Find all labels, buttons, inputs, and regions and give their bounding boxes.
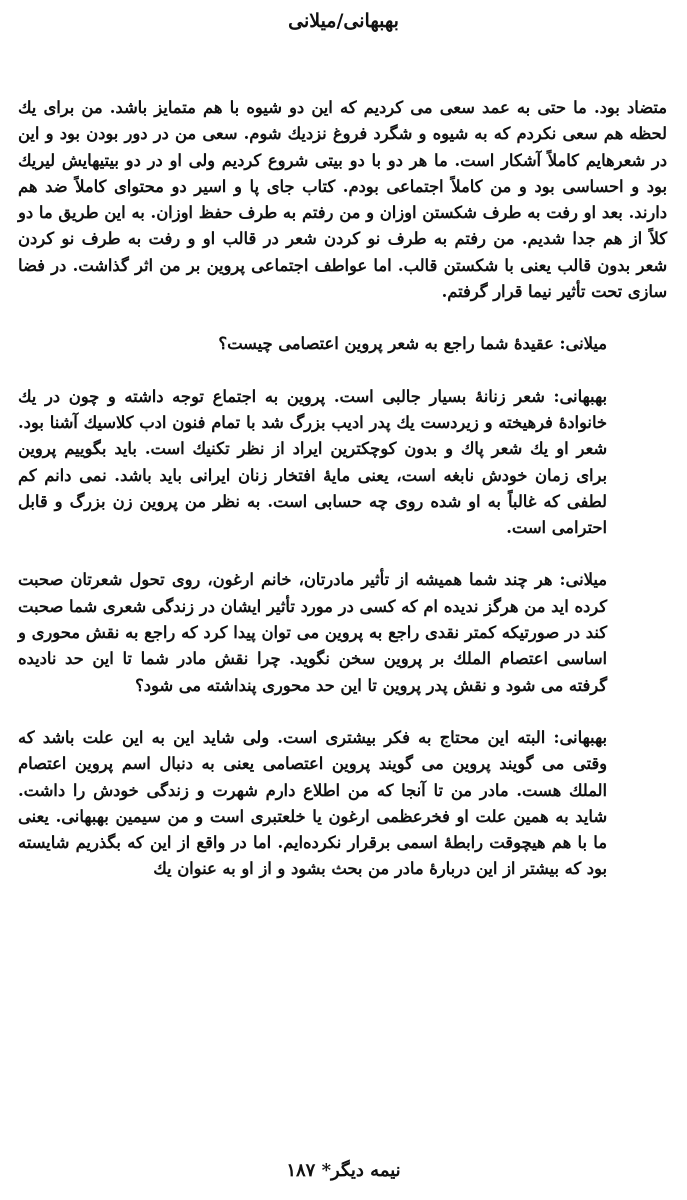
spacer — [18, 541, 667, 567]
question-2: میلانی: هر چند شما همیشه از تأثیر مادرتان، خانم ارغون، روی تحول شعرتان صحبت کرده اید من هرگز ندیده ام که کسی در مورد تأثیر ایشان در زندگی شعری شما صحبت کند در صورتیکه کمتر نقدی راجع به پروین می توان پیدا کرد که راجع به نقش محوری و اساسی اعتصام الملك بر پروین سخن نگوید. چرا نقش مادر شما تا این حد نادیده گرفته می شود و نقش پدر پروین تا این حد محوری پنداشته می شود؟ — [18, 570, 607, 695]
page-footer: نیمه دیگر* ۱۸۷ — [286, 1160, 401, 1181]
paragraph-intro: متضاد بود. ما حتی به عمد سعی می کردیم که این دو شیوه با هم متمایز باشد. من برای یك لحظه هم سعی نکردم که به شیوه و شگرد فروغ نزدیك شوم. سعی من در دور بودن بود و این در شعرهایم کاملاً آشکار است. ما هر دو با دو بیتی شروع کردیم ولی او در دو بیتیهایش لیریك بود و احساسی بود و من کاملاً اجتماعی بودم. کتاب جای پا و اسیر دو محتوای کاملاً ضد هم دارند. بعد او رفت به طرف شکستن اوزان و من رفتم به طرف حفظ اوزان. به این طریق ما دو کلاً از هم جدا شدیم. من رفتم به طرف نو کردن شعر در قالب او و رفت به طرف نو کردن شعر بدون قالب یعنی با شکستن قالب. اما عواطف اجتماعی پروین بر من اثر گذاشت. در فضا سازی تحت تأثیر نیما قرار گرفتم. — [18, 98, 667, 302]
question-1: میلانی: عقیدهٔ شما راجع به شعر پروین اعتصامی چیست؟ — [218, 334, 607, 354]
spacer — [18, 358, 667, 384]
answer-2: بهبهانی: البته این محتاج به فکر بیشتری است. ولی شاید این به این علت باشد که وقتی می گویند پروین می گویند پروین اعتصامی یعنی به دنبال اسم پروین اعتصام الملك هست. مادر من تا آنجا که من اطلاع دارم شهرت و زندگی خودش را داشت. شاید به همین علت او فخرعظمی ارغون یا خلعتبری است و من سیمین بهبهانی. یعنی ما با هم هیچوقت رابطهٔ اسمی برقرار نکرده‌ایم. اما در واقع از این که بگذریم شایسته بود که بیشتر از این دربارهٔ مادر من بحث بشود و از او به عنوان یك — [18, 727, 607, 879]
running-header: بهبهانی/میلانی — [288, 10, 399, 32]
spacer — [18, 305, 667, 331]
spacer — [18, 699, 667, 725]
answer-1: بهبهانی: شعر زنانهٔ بسیار جالبی است. پروین به اجتماع توجه داشته و چون در یك خانوادهٔ فرهیخته و زیردست یك پدر ادیب بزرگ شد با تمام فنون ادب کلاسیك آشنا بود. شعر او یك شعر پاك و بدون کوچکترین ایراد از نظر تکنیك است. باید بگوییم پروین برای زمان خودش نابغه است، یعنی مایهٔ افتخار زنان ایرانی باید باشد. نمی دانم کم لطفی که غالباً به او شده روی چه حسابی است. به نظر من پروین زن بزرگ و قابل احترامی است. — [18, 386, 608, 538]
body-text — [18, 95, 667, 883]
